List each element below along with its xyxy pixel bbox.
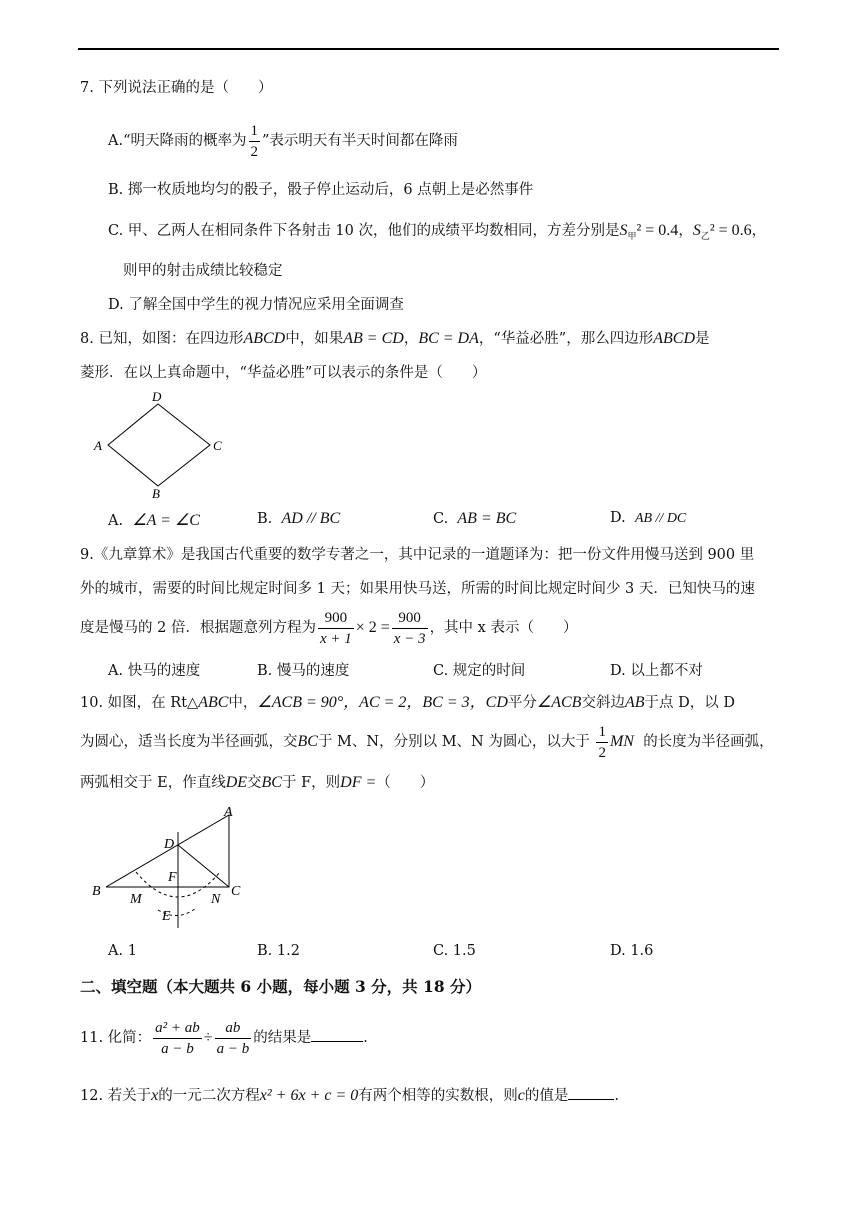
label-b: B — [152, 486, 160, 501]
q8-line1: 8. 已知，如图：在四边形ABCD中，如果AB = CD，BC = DA，“华益必胜”，那么四边形ABCD是 — [80, 330, 710, 347]
q11-fraction-1: $\frac{\text{a² + ab}}{a - b}$ — [155, 1019, 200, 1057]
section-heading: 二、填空题（本大题共 6 小题，每小题 3 分，共 18 分） — [80, 977, 482, 996]
q9-fraction-2: $\frac{900}{x - 3}$ — [393, 609, 426, 647]
q9-option-b: B. 慢马的速度 — [257, 663, 350, 679]
q10-line3: 两弧相交于 E，作直线DE交BC于 F，则DF =（ ） — [80, 774, 435, 791]
q8-option-b: B. AD // BC — [257, 510, 341, 527]
q7-option-b: B. 掷一枚质地均匀的骰子，骰子停止运动后，6 点朝上是必然事件 — [108, 182, 534, 198]
header-rule — [78, 48, 779, 50]
q10-option-c: C. 1.5 — [433, 943, 476, 959]
label-b: B — [92, 884, 101, 899]
q10-option-a: A. 1 — [108, 943, 137, 959]
q9-fraction-1: $\frac{900}{x + 1}$ — [319, 609, 352, 647]
label-d: D — [164, 837, 175, 852]
label-a: A — [224, 805, 233, 820]
q8-line2: 菱形．在以上真命题中，“华益必胜”可以表示的条件是（ ） — [80, 365, 487, 381]
q7-option-c-line2: 则甲的射击成绩比较稳定 — [123, 263, 283, 279]
q10-option-b: B. 1.2 — [257, 943, 300, 959]
q10-fraction: $\frac{1}{2}$ — [598, 723, 606, 761]
q9-option-c: C. 规定的时间 — [433, 663, 526, 679]
q10-triangle-figure — [88, 800, 258, 940]
q10-line1: 10. 如图，在 Rt△ABC中，∠ACB = 90°，AC = 2，BC = 3，CD平分∠ACB交斜边AB于点 D，以 D — [80, 694, 735, 711]
q7-a-text-post: ”表示明天有半天时间都在降雨 — [262, 133, 458, 149]
q8-option-c: C. AB = BC — [433, 510, 517, 527]
q8-rhombus-figure — [88, 388, 238, 503]
q9-line1: 9.《九章算术》是我国古代重要的数学专著之一，其中记录的一道题译为：把一份文件用慢马送到 900 里 — [80, 547, 755, 563]
q8-option-d: D. AB // DC — [610, 510, 687, 526]
q10-option-d: D. 1.6 — [610, 943, 654, 959]
q11-line: 11. 化简： $\frac{\text{a² + ab}}{a - b}$ ÷ $\frac{ab}{a - b}$ 的结果是 . — [80, 1019, 368, 1057]
label-f: F — [168, 870, 177, 885]
q12-answer-blank[interactable] — [568, 1085, 614, 1100]
q7-option-d: D. 了解全国中学生的视力情况应采用全面调查 — [108, 297, 404, 313]
q8-option-a: A. ∠A = ∠C — [108, 512, 200, 529]
q7-option-a — [108, 119, 458, 163]
q9-line3: 度是慢马的 2 倍．根据题意列方程为 $\frac{900}{x + 1}$ × 2 = $\frac{900}{x - 3}$ ，其中 x 表示（ ） — [80, 609, 578, 647]
q9-option-d: D. 以上都不对 — [610, 663, 703, 679]
q7-a-fraction: $\frac{1}{2}$ — [250, 122, 258, 160]
q7-a-text: A.“明天降雨的概率为 — [108, 133, 247, 149]
q7-stem: 7. 下列说法正确的是（ ） — [80, 80, 273, 96]
q12-line: 12. 若关于x的一元二次方程x² + 6x + c = 0有两个相等的实数根，则c的值是 . — [80, 1087, 619, 1104]
label-c: C — [231, 884, 241, 899]
label-e: E — [162, 909, 171, 924]
label-m: M — [130, 892, 142, 907]
label-c: C — [213, 438, 222, 453]
label-n: N — [211, 892, 221, 907]
q9-option-a: A. 快马的速度 — [108, 663, 201, 679]
label-a: A — [94, 438, 102, 453]
q11-answer-blank[interactable] — [311, 1027, 363, 1042]
label-d: D — [152, 389, 162, 404]
q7-option-c: C. 甲、乙两人在相同条件下各射击 10 次，他们的成绩平均数相同，方差分别是$S_甲^2 = 0.4$，$S_乙^2 = 0.6$， — [108, 222, 767, 242]
q9-line2: 外的城市，需要的时间比规定时间多 1 天；如果用快马送，所需的时间比规定时间少 3 天．已知快马的速 — [80, 581, 755, 597]
q11-fraction-2: $\frac{ab}{a - b}$ — [216, 1019, 250, 1057]
q10-line2: 为圆心，适当长度为半径画弧，交BC于 M、N，分别以 M、N 为圆心，以大于 $\frac{1}{2}$ MN 的长度为半径画弧， — [80, 723, 774, 761]
